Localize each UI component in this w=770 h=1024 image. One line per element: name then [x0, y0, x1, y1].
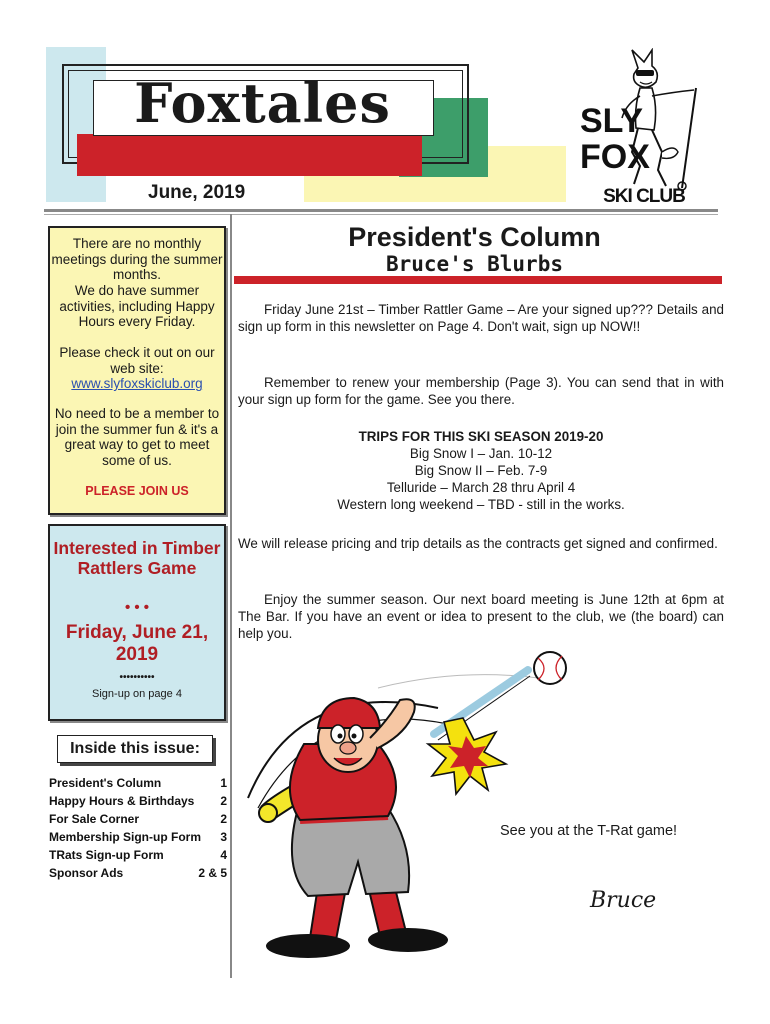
header-rule	[44, 209, 718, 212]
signature: Bruce	[590, 888, 657, 913]
presidents-column-title: President's Column	[348, 222, 601, 252]
game-interest-heading: Interested in Timber Rattlers Game	[53, 538, 221, 578]
game-dots-separator: • • •	[124, 599, 150, 616]
toc-row	[49, 774, 227, 792]
trip-item: Telluride – March 28 thru April 4	[386, 480, 576, 495]
paragraph-pricing: We will release pricing and trip details as the contracts get signed and confirmed.	[238, 536, 718, 551]
note-no-meetings: There are no monthly meetings during the summer months.	[51, 236, 223, 283]
column-divider	[230, 214, 232, 978]
logo-fox-text: FOX	[580, 138, 650, 176]
column-title-rule	[234, 276, 722, 284]
logo-sly-text: SLY	[580, 102, 644, 140]
website-link[interactable]: www.slyfoxskiclub.org	[71, 376, 203, 391]
summer-note-box	[48, 226, 226, 515]
toc-item-page: 4	[220, 848, 227, 862]
toc-item-label: Membership Sign-up Form	[49, 830, 202, 844]
issue-contents-list	[49, 774, 227, 882]
toc-item-page: 2	[220, 794, 227, 808]
inside-issue-heading: Inside this issue:	[57, 735, 213, 763]
toc-item-label: For Sale Corner	[49, 812, 140, 826]
toc-item-page: 3	[220, 830, 227, 844]
trip-item: Big Snow II – Feb. 7-9	[414, 463, 548, 478]
trips-section	[238, 428, 724, 513]
closing-line: See you at the T-Rat game!	[500, 823, 678, 839]
toc-item-page: 2	[220, 812, 227, 826]
game-dots-small: ••••••••••	[119, 672, 155, 683]
note-member-fun: No need to be a member to join the summer fun & it's a great way to get to meet some of us.	[54, 406, 220, 468]
game-signup-note: Sign-up on page 4	[92, 688, 182, 700]
toc-row	[49, 828, 227, 846]
trip-item: Western long weekend – TBD - still in the works.	[337, 497, 625, 512]
logo-ski-club-text: SKI CLUB	[603, 186, 685, 207]
masthead-red-bar	[77, 134, 422, 176]
toc-item-page: 1	[220, 776, 227, 790]
issue-date: June, 2019	[148, 182, 246, 203]
header-rule-thin	[44, 214, 718, 215]
note-summer-activities: We do have summer activities, including Happy Hours every Friday.	[59, 283, 215, 330]
note-check-site: Please check it out on our web site:	[59, 345, 215, 376]
toc-item-label: Happy Hours & Birthdays	[49, 794, 195, 808]
game-date-heading: Friday, June 21, 2019	[65, 622, 209, 665]
toc-item-page: 2 & 5	[198, 866, 227, 880]
baseball-batter-cartoon	[238, 648, 588, 970]
toc-row	[49, 864, 227, 882]
newsletter-title: Foxtales	[134, 71, 391, 135]
column-subtitle: Bruce's Blurbs	[385, 252, 563, 276]
paragraph-game-signup: Friday June 21st – Timber Rattler Game – Are your signed up??? Details and sign up form in this newsletter on Page 4. Don't wait, sign up NOW!!	[238, 302, 724, 334]
trip-item: Big Snow I – Jan. 10-12	[409, 446, 553, 461]
paragraph-membership: Remember to renew your membership (Page 3). You can send that in with your sign up form for the game. See you there.	[238, 375, 724, 407]
toc-item-label: President's Column	[49, 776, 162, 790]
toc-row	[49, 846, 227, 864]
toc-row	[49, 792, 227, 810]
game-promo-box	[48, 524, 226, 721]
toc-item-label: TRats Sign-up Form	[49, 848, 164, 862]
toc-item-label: Sponsor Ads	[49, 866, 124, 880]
please-join-text: PLEASE JOIN US	[85, 484, 189, 498]
toc-row	[49, 810, 227, 828]
trips-heading: TRIPS FOR THIS SKI SEASON 2019-20	[358, 429, 604, 444]
paragraph-board-meeting: Enjoy the summer season. Our next board meeting is June 12th at 6pm at The Bar. If you have an event or idea to present to the club, we (the board) can help you.	[238, 592, 724, 641]
